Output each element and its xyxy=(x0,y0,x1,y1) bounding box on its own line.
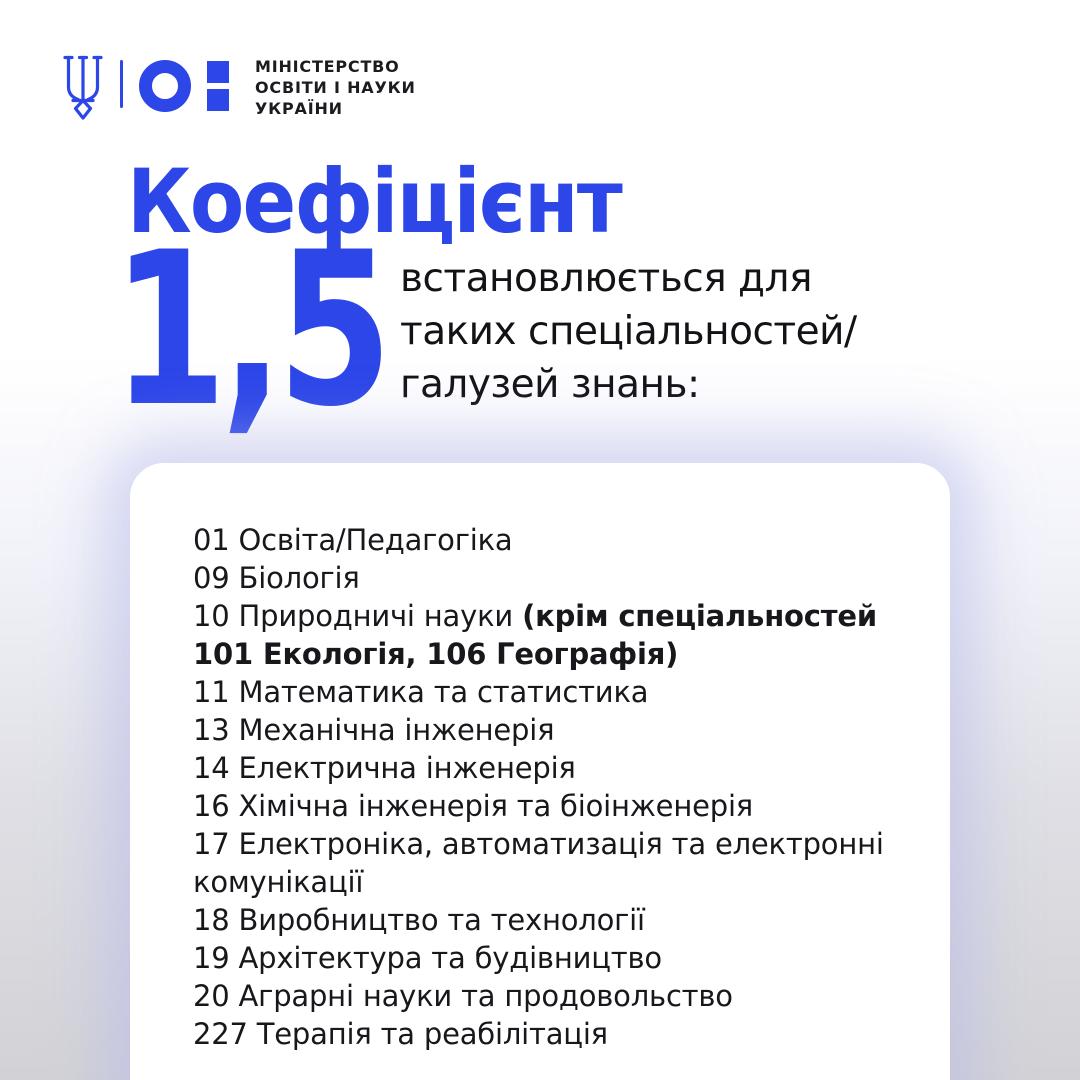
text-line: встановлюється для xyxy=(400,256,812,301)
list-item: 13 Механічна інженерія xyxy=(193,713,555,747)
o-colon-icon xyxy=(139,60,235,112)
list-item: 17 Електроніка, автоматизація та електронні комунікації xyxy=(193,827,884,899)
colon-square-bottom xyxy=(207,89,229,111)
subtitle xyxy=(400,252,857,411)
list-item: 227 Терапія та реабілітація xyxy=(193,1017,608,1051)
coefficient-value: 1,5 xyxy=(112,206,387,453)
trident-icon xyxy=(60,54,106,120)
text-line: таких спеціальностей/ xyxy=(400,309,857,354)
text-line: галузей знань: xyxy=(400,362,700,407)
list-item: 18 Виробництво та технології xyxy=(193,903,645,937)
list-item: 16 Хімічна інженерія та біоінженерія xyxy=(193,789,754,823)
list-item: 19 Архітектура та будівництво xyxy=(193,941,662,975)
specialty-list xyxy=(193,521,912,1053)
logo-divider xyxy=(120,60,123,108)
list-item: 20 Аграрні науки та продовольство xyxy=(193,979,733,1013)
text-line: УКРАЇНИ xyxy=(255,99,343,118)
text-line: МІНІСТЕРСТВО xyxy=(255,57,400,76)
mon-ukraine-logo xyxy=(60,52,416,120)
specialties-card xyxy=(130,463,950,1080)
page-title: Коефіцієнт xyxy=(127,150,622,253)
list-item: 09 Біологія xyxy=(193,561,360,595)
o-ring-shape xyxy=(139,60,191,112)
list-item: 14 Електрична інженерія xyxy=(193,751,576,785)
text-line: ОСВІТИ І НАУКИ xyxy=(255,78,416,97)
list-item: 11 Математика та статистика xyxy=(193,675,649,709)
colon-square-top xyxy=(207,61,229,83)
list-item: 01 Освіта/Педагогіка xyxy=(193,523,513,557)
ministry-name xyxy=(255,56,416,119)
list-item: 10 Природничі науки (крім спеціальностей 101 Екологія, 106 Географія) xyxy=(193,599,877,671)
